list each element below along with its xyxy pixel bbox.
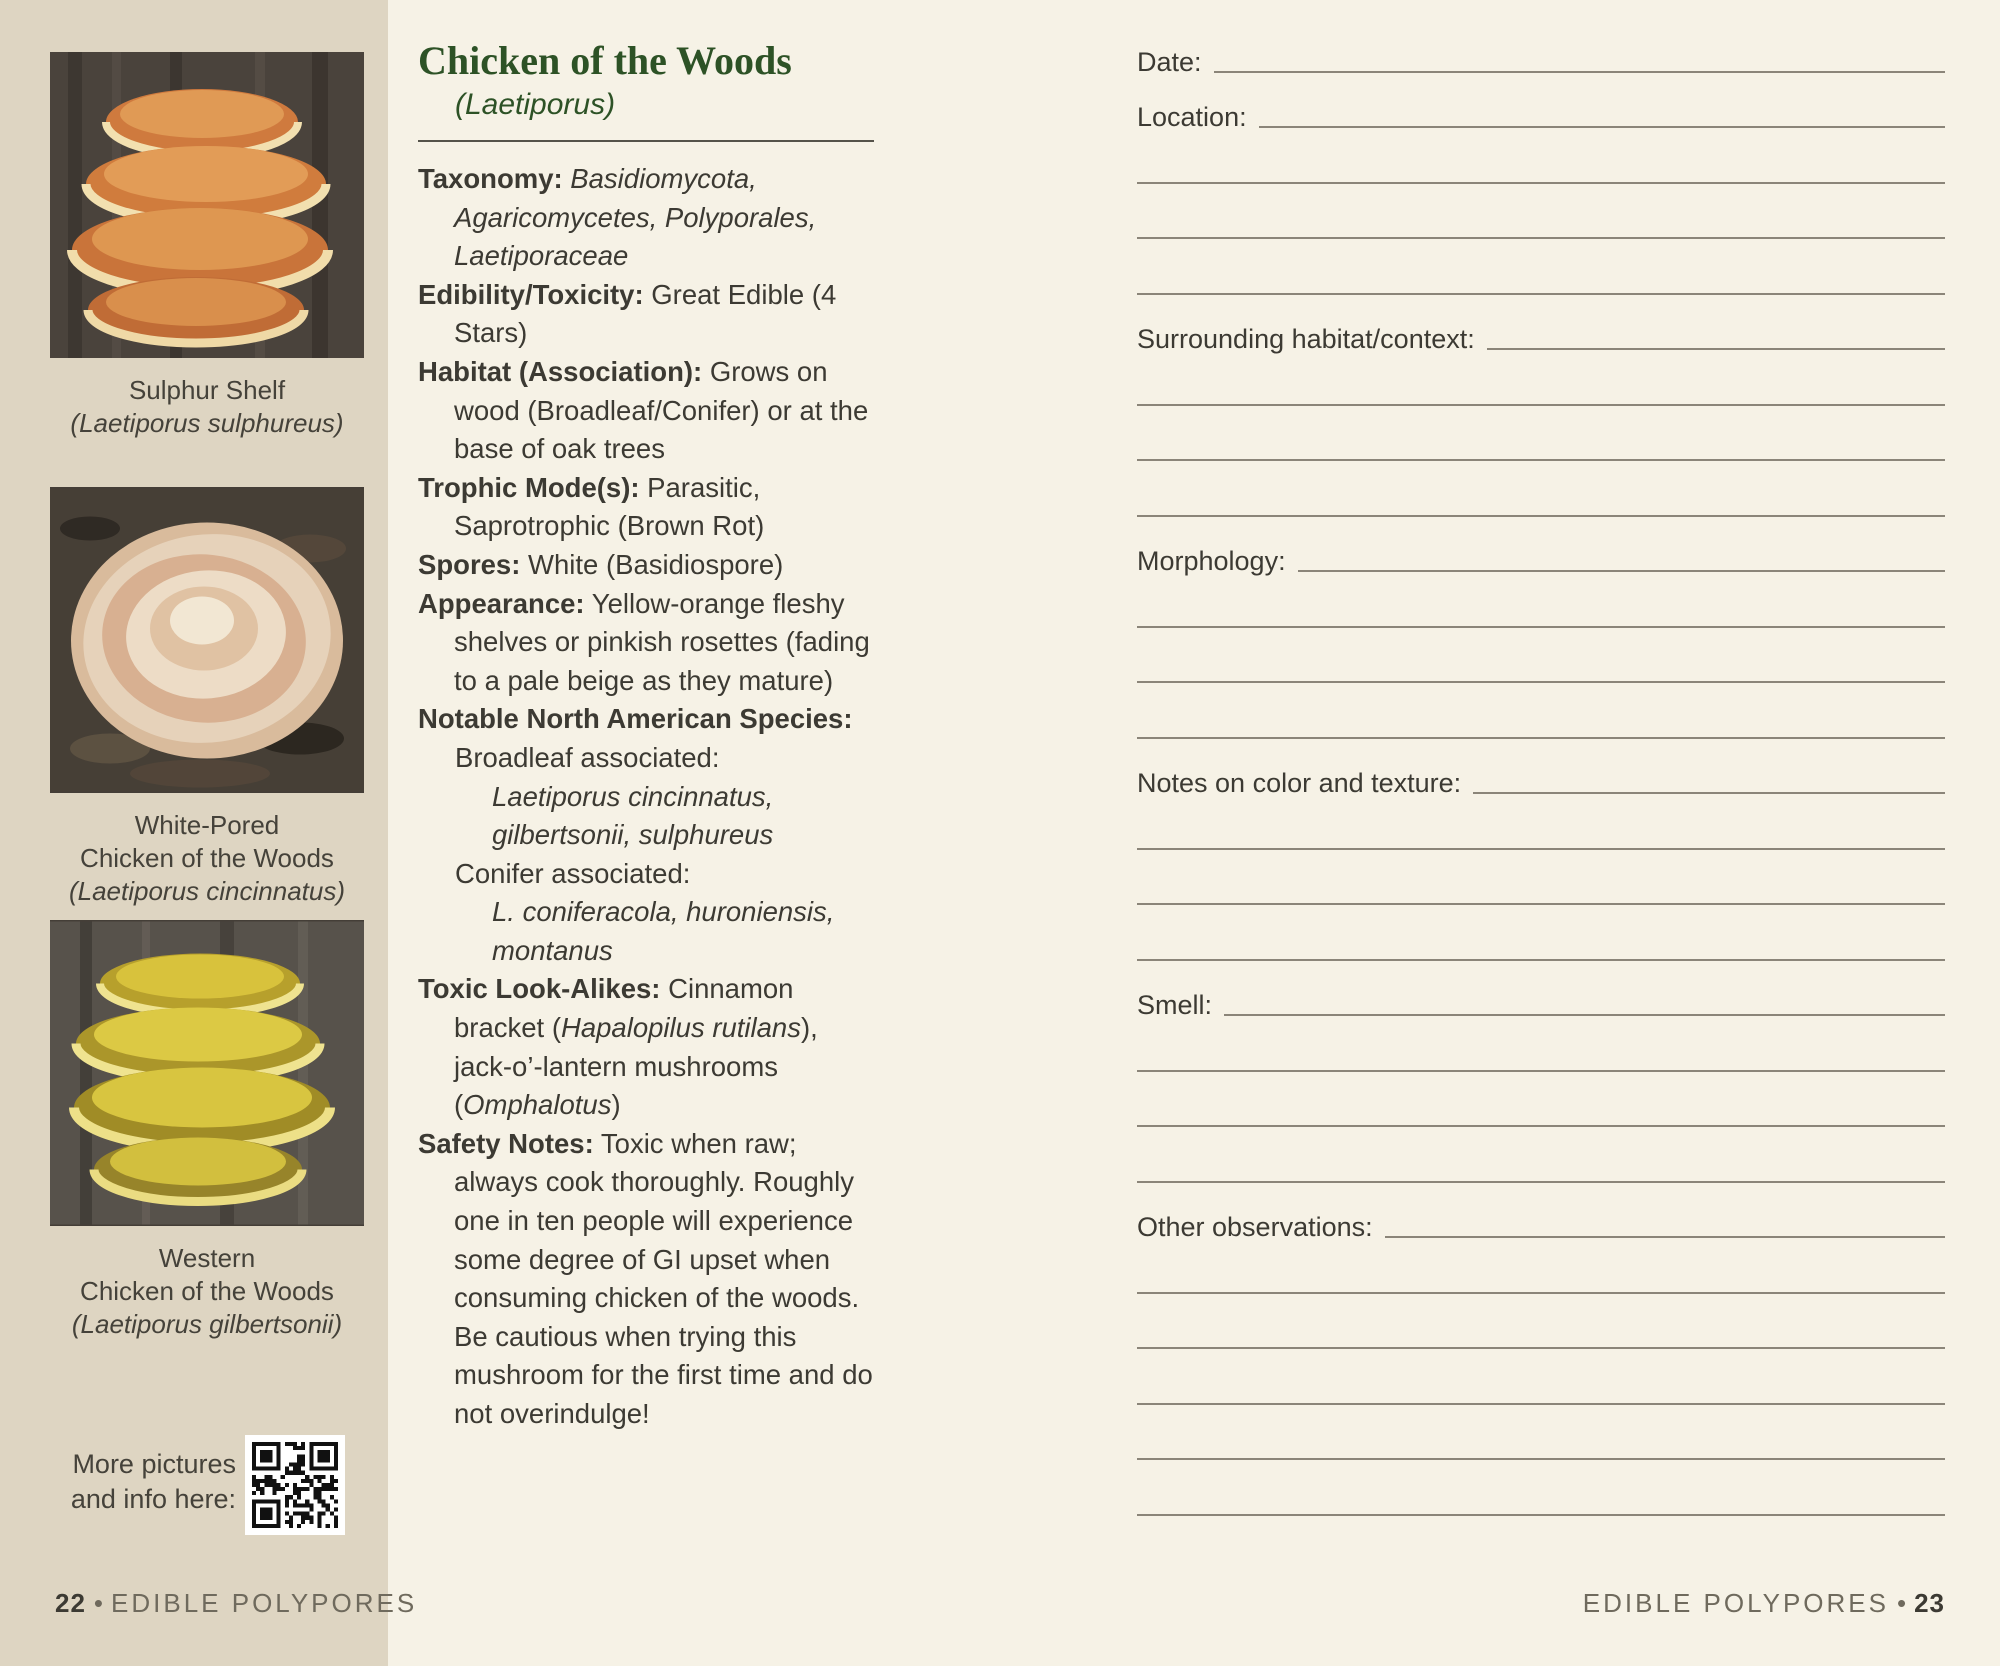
entry-field: Edibility/Toxicity: Great Edible (4 Stars) xyxy=(418,278,837,349)
entry-field: Taxonomy: Basidiomycota, Agaricomycetes, Polyporales, Laetiporaceae xyxy=(418,163,817,272)
footer-section-left: EDIBLE POLYPORES xyxy=(111,1588,418,1618)
entry-fields xyxy=(418,160,876,1434)
write-in-line xyxy=(1298,570,1945,572)
qr-code xyxy=(245,1435,345,1535)
write-in-line xyxy=(1137,1292,1945,1294)
page-number-right: 23 xyxy=(1914,1588,1945,1618)
footer-separator: • xyxy=(1896,1588,1907,1618)
footer-right xyxy=(1583,1588,1945,1619)
photo-sulphur-shelf xyxy=(50,52,364,358)
title-divider xyxy=(418,140,874,142)
write-in-line xyxy=(1473,792,1945,794)
form-label-row xyxy=(1137,968,1945,1024)
write-in-line xyxy=(1137,1514,1945,1516)
photo-caption-latin: (Laetiporus cincinnatus) xyxy=(68,876,346,906)
photo-western xyxy=(50,920,364,1226)
form-label-row xyxy=(1137,746,1945,802)
form-blank-row xyxy=(1137,690,1945,746)
qr-note-line2: and info here: xyxy=(70,1484,236,1514)
form-blank-row xyxy=(1137,135,1945,191)
entry-field-label: Trophic Mode(s): xyxy=(418,471,640,503)
entry-field-label: Edibility/Toxicity: xyxy=(418,278,644,310)
white-pored-illustration xyxy=(50,487,364,793)
form-blank-row xyxy=(1137,635,1945,691)
entry-field-subline: Conifer associated: xyxy=(455,857,691,889)
form-blank-row xyxy=(1137,1467,1945,1523)
sulphur-shelf-illustration xyxy=(50,52,364,358)
write-in-line xyxy=(1137,515,1945,517)
write-in-line xyxy=(1137,626,1945,628)
form-label-row xyxy=(1137,302,1945,358)
write-in-line xyxy=(1137,681,1945,683)
field-notes-form xyxy=(1137,24,1945,1523)
entry-field-label: Appearance: xyxy=(418,587,585,619)
form-blank-row xyxy=(1137,1134,1945,1190)
form-field-label: Smell: xyxy=(1137,990,1213,1020)
entry-field-label: Spores: xyxy=(418,548,521,580)
entry-field-label: Safety Notes: xyxy=(418,1127,594,1159)
form-blank-row xyxy=(1137,801,1945,857)
qr-note xyxy=(71,1447,236,1517)
form-field-label: Other observations: xyxy=(1137,1212,1373,1242)
form-field-label: Notes on color and texture: xyxy=(1137,768,1462,798)
form-field-label: Surrounding habitat/context: xyxy=(1137,324,1475,354)
entry-field-label: Toxic Look-Alikes: xyxy=(418,973,661,1005)
page-number-left: 22 xyxy=(55,1588,86,1618)
write-in-line xyxy=(1137,903,1945,905)
form-field-label: Morphology: xyxy=(1137,546,1286,576)
photo-caption-name: Western xyxy=(158,1243,256,1273)
species-entry xyxy=(418,38,876,1434)
western-illustration xyxy=(50,920,364,1226)
write-in-line xyxy=(1137,1125,1945,1127)
write-in-line xyxy=(1137,404,1945,406)
entry-field-subline: L. coniferacola, huroniensis, montanus xyxy=(492,896,835,966)
qr-note-line1: More pictures xyxy=(72,1449,236,1479)
entry-field: Trophic Mode(s): Parasitic, Saprotrophic (Brown Rot) xyxy=(418,471,765,542)
entry-field: Habitat (Association): Grows on wood (Broadleaf/Conifer) or at the base of oak trees xyxy=(418,355,869,465)
entry-field: Spores: White (Basidiospore) xyxy=(418,548,784,580)
write-in-line xyxy=(1259,126,1945,128)
photo-caption-name: Chicken of the Woods xyxy=(80,843,334,873)
write-in-line xyxy=(1137,1347,1945,1349)
form-blank-row xyxy=(1137,1356,1945,1412)
entry-field-label: Notable North American Species: xyxy=(418,703,853,735)
form-blank-row xyxy=(1137,246,1945,302)
qr-section xyxy=(0,1435,388,1535)
write-in-line xyxy=(1137,1181,1945,1183)
figure-sulphur-shelf xyxy=(50,52,364,440)
qr-code-pattern xyxy=(252,1442,338,1528)
photo-caption-name: Sulphur Shelf xyxy=(128,375,286,405)
photo-caption-latin: (Laetiporus gilbertsonii) xyxy=(71,1309,343,1339)
form-label-row xyxy=(1137,24,1945,80)
photo-caption-name: White-Pored xyxy=(134,810,280,840)
form-field-label: Location: xyxy=(1137,102,1247,132)
write-in-line xyxy=(1214,71,1945,73)
write-in-line xyxy=(1137,1070,1945,1072)
photo-white-pored xyxy=(50,487,364,793)
entry-field-subline: Laetiporus cincinnatus, gilbertsonii, sulphureus xyxy=(492,780,774,851)
form-label-row xyxy=(1137,524,1945,580)
footer-left xyxy=(55,1588,417,1619)
figure-western xyxy=(50,920,364,1341)
photo-caption-latin: (Laetiporus sulphureus) xyxy=(70,408,344,438)
form-blank-row xyxy=(1137,1412,1945,1468)
footer-separator: • xyxy=(93,1588,104,1618)
form-field-label: Date: xyxy=(1137,46,1202,77)
form-label-row xyxy=(1137,1190,1945,1246)
entry-field-label: Taxonomy: xyxy=(418,163,563,194)
form-blank-row xyxy=(1137,912,1945,968)
write-in-line xyxy=(1137,237,1945,239)
photo-caption-name: Chicken of the Woods xyxy=(80,1276,334,1306)
write-in-line xyxy=(1137,293,1945,295)
figure-white-pored xyxy=(50,487,364,908)
entry-field-label: Habitat (Association): xyxy=(418,355,703,387)
entry-field: Appearance: Yellow-orange fleshy shelves or pinkish rosettes (fading to a pale beige as they mature) xyxy=(418,587,870,696)
write-in-line xyxy=(1224,1014,1945,1016)
write-in-line xyxy=(1137,959,1945,961)
entry-field xyxy=(418,700,876,739)
write-in-line xyxy=(1137,182,1945,184)
write-in-line xyxy=(1137,1403,1945,1405)
write-in-line xyxy=(1385,1236,1945,1238)
write-in-line xyxy=(1137,848,1945,850)
form-blank-row xyxy=(1137,1079,1945,1135)
write-in-line xyxy=(1137,459,1945,461)
form-label-row xyxy=(1137,80,1945,136)
footer-section-right: EDIBLE POLYPORES xyxy=(1582,1588,1889,1618)
form-blank-row xyxy=(1137,1245,1945,1301)
write-in-line xyxy=(1137,737,1945,739)
form-blank-row xyxy=(1137,413,1945,469)
page-subtitle: (Laetiporus) xyxy=(455,88,616,121)
form-blank-row xyxy=(1137,1023,1945,1079)
entry-field-subline: Broadleaf associated: xyxy=(455,741,720,773)
write-in-line xyxy=(1487,348,1945,350)
form-blank-row xyxy=(1137,579,1945,635)
page-title: Chicken of the Woods xyxy=(418,38,792,83)
entry-field: Toxic Look-Alikes: Cinnamon bracket (Hapalopilus rutilans), jack-o’-lantern mushrooms (Omphalotus) xyxy=(418,973,818,1121)
form-blank-row xyxy=(1137,468,1945,524)
form-blank-row xyxy=(1137,191,1945,247)
sidebar xyxy=(0,0,418,1666)
form-blank-row xyxy=(1137,857,1945,913)
entry-field: Safety Notes: Toxic when raw; always cook thoroughly. Roughly one in ten people will experience some degree of GI upset when consuming chicken of the woods. Be cautious when trying this mushroom for the first time and do not overindulge! xyxy=(418,1127,873,1429)
form-blank-row xyxy=(1137,357,1945,413)
form-blank-row xyxy=(1137,1301,1945,1357)
write-in-line xyxy=(1137,1458,1945,1460)
